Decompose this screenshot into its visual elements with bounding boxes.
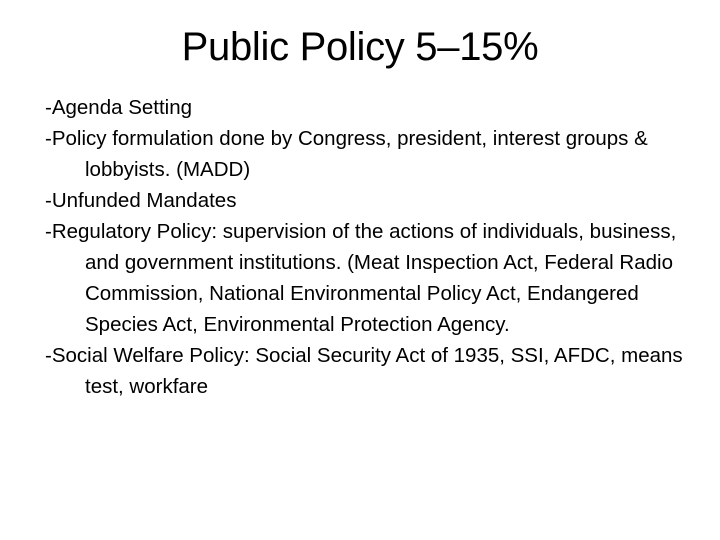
bullet-policy-formulation: -Policy formulation done by Congress, president, interest groups & lobbyists. (MADD) <box>45 127 648 181</box>
bullet-unfunded-mandates: -Unfunded Mandates <box>45 189 237 212</box>
bullet-agenda-setting: -Agenda Setting <box>45 96 193 119</box>
bullet-list <box>45 92 685 402</box>
bullet-social-welfare-policy: -Social Welfare Policy: Social Security Act of 1935, SSI, AFDC, means test, workfare <box>45 344 683 398</box>
bullet-regulatory-policy: -Regulatory Policy: supervision of the actions of individuals, business, and government institutions. (Meat Inspection Act, Federal Radio Commission, National Environmental Policy Act, Endangered Species Act, Environmental Protection Agency. <box>45 220 677 336</box>
slide-title: Public Policy 5–15% <box>181 25 539 69</box>
